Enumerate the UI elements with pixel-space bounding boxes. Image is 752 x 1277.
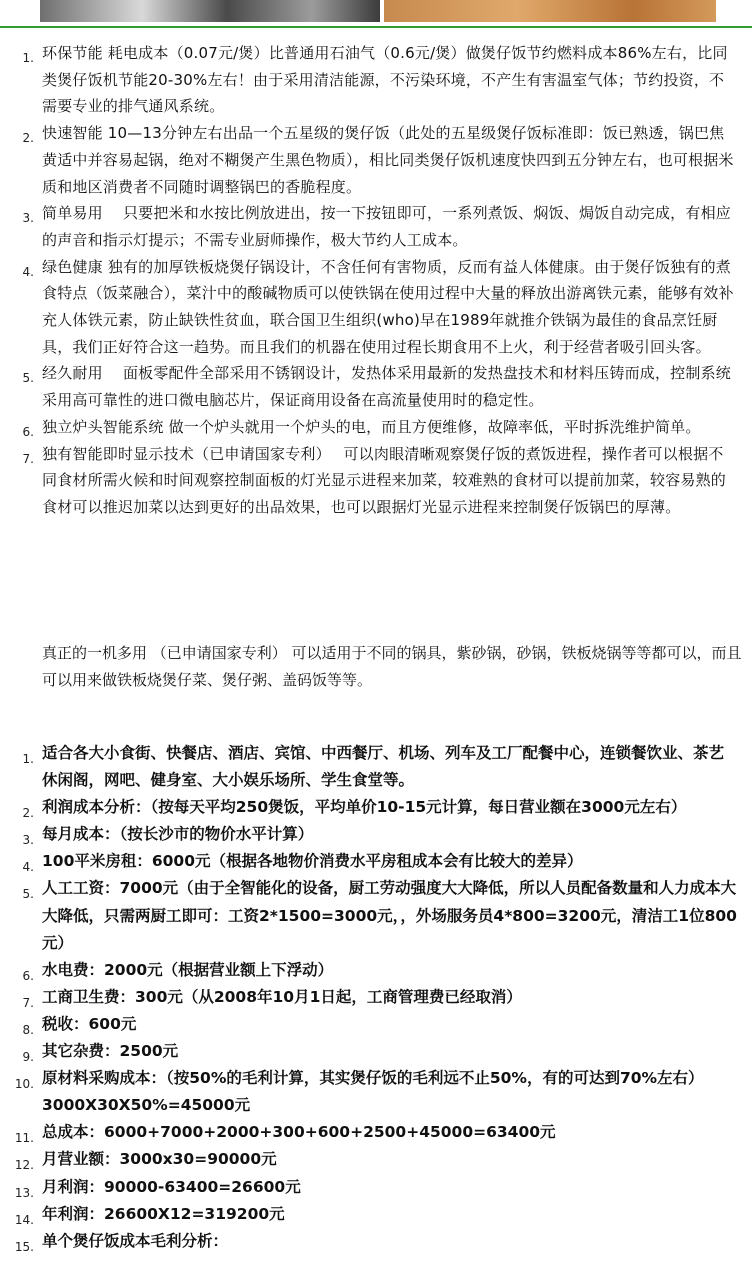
feature-list xyxy=(0,40,752,521)
multi-use-paragraph: 真正的一机多用 （已申请国家专利） 可以适用于不同的锅具，紫砂锅，砂锅，铁板烧锅等等都可以，而且可以用来做铁板烧煲仔菜、煲仔粥、盖码饭等等。 xyxy=(42,644,742,689)
feature-item: 5. 经久耐用 面板零配件全部采用不锈钢设计，发热体采用最新的发热盘技术和材料压铸而成，控制系统采用高可靠性的进口微电脑芯片，保证商用设备在高流量使用时的稳定性。 xyxy=(22,364,731,410)
product-photo-strip xyxy=(40,0,716,22)
profit-item: 9. 其它杂费：2500元 xyxy=(22,1042,179,1065)
profit-item: 14. 年利润：26600X12=319200元 xyxy=(14,1204,285,1227)
profit-item: 13. 月利润：90000-63400=26600元 xyxy=(14,1177,301,1200)
profit-item: 12. 月营业额：3000x30=90000元 xyxy=(14,1150,277,1173)
profit-analysis-list xyxy=(0,740,752,1255)
feature-item: 2. 快速智能 10—13分钟左右出品一个五星级的煲仔饭（此处的五星级煲仔饭标准即：饭已熟透，锅巴焦黄适中并容易起锅，绝对不糊煲产生黑色物质），相比同类煲仔饭机速度快四到五分钟左右，也可根据米质和地区消费者不同随时调整锅巴的香脆程度。 xyxy=(22,124,734,196)
profit-item: 8. 税收：600元 xyxy=(22,1014,137,1037)
machine-photo xyxy=(40,0,380,22)
feature-item: 3. 简单易用 只要把米和水按比例放进出，按一下按钮即可，一系列煮饭、焖饭、焗饭自动完成，有相应的声音和指示灯提示；不需专业厨师操作，极大节约人工成本。 xyxy=(22,204,731,249)
profit-item: 5. 人工工资：7000元（由于全智能化的设备，厨工劳动强度大大降低，所以人员配备数量和人力成本大大降低，只需两厨工即可：工资2*1500=3000元，，外场服务员4*800=3200元，清洁工1位800元） xyxy=(22,879,737,952)
feature-item: 6. 独立炉头智能系统 做一个炉头就用一个炉头的电，而且方便维修，故障率低，平时拆洗维护简单。 xyxy=(22,417,701,439)
profit-item: 6. 水电费：2000元（根据营业额上下浮动） xyxy=(22,960,334,983)
profit-item: 3. 每月成本：（按长沙市的物价水平计算） xyxy=(22,825,314,848)
feature-item: 4. 绿色健康 独有的加厚铁板烧煲仔锅设计，不含任何有害物质，反而有益人体健康。由于煲仔饭独有的煮食特点（饭菜融合），菜汁中的酸碱物质可以使铁锅在使用过程中大量的释放出游离铁元素，能够有效补充人体铁元素，防止缺铁性贫血，联合国卫生组织(who)早在1989年就推介铁锅为最佳的食品烹饪厨具，我们正好符合这一趋势。而且我们的机器在使用过程长期食用不上火，利于经营者吸引回头客。 xyxy=(22,257,734,356)
profit-item: 7. 工商卫生费：300元（从2008年10月1日起，工商管理费已经取消） xyxy=(22,987,522,1010)
profit-item: 1. 适合各大小食街、快餐店、酒店、宾馆、中西餐厅、机场、列车及工厂配餐中心，连锁餐饮业、茶艺休闲阁，网吧、健身室、大小娱乐场所、学生食堂等。 xyxy=(22,744,725,790)
feature-item: 1. 环保节能 耗电成本（0.07元/煲）比普通用石油气（0.6元/煲）做煲仔饭节约燃料成本86%左右，比同类煲仔饭机节能20-30%左右！由于采用清洁能源，不污染环境，不产生有害温室气体；节约投资，不需要专业的排气通风系统。 xyxy=(22,44,728,116)
profit-item: 10. 原材料采购成本：（按50%的毛利计算，其实煲仔饭的毛利远不止50%，有的可达到70%左右） 3000X30X50%=45000元 xyxy=(14,1069,704,1115)
profit-item: 11. 总成本：6000+7000+2000+300+600+2500+45000=63400元 xyxy=(14,1123,556,1146)
feature-item: 7. 独有智能即时显示技术（已申请国家专利） 可以肉眼清晰观察煲仔饭的煮饭进程，操作者可以根据不同食材所需火候和时间观察控制面板的灯光显示进程来加菜，较难熟的食材可以提前加菜，较容易熟的食材可以推迟加菜以达到更好的出品效果，也可以跟据灯光显示进程来控制煲仔饭锅巴的厚薄。 xyxy=(22,444,727,516)
wood-photo xyxy=(384,0,716,22)
profit-item: 4. 100平米房租：6000元（根据各地物价消费水平房租成本会有比较大的差异） xyxy=(22,852,583,875)
profit-item: 2. 利润成本分析：（按每天平均250煲饭，平均单价10-15元计算，每日营业额在3000元左右） xyxy=(22,798,687,821)
profit-item: 15. 单个煲仔饭成本毛利分析： xyxy=(14,1231,229,1254)
green-divider xyxy=(0,26,752,28)
